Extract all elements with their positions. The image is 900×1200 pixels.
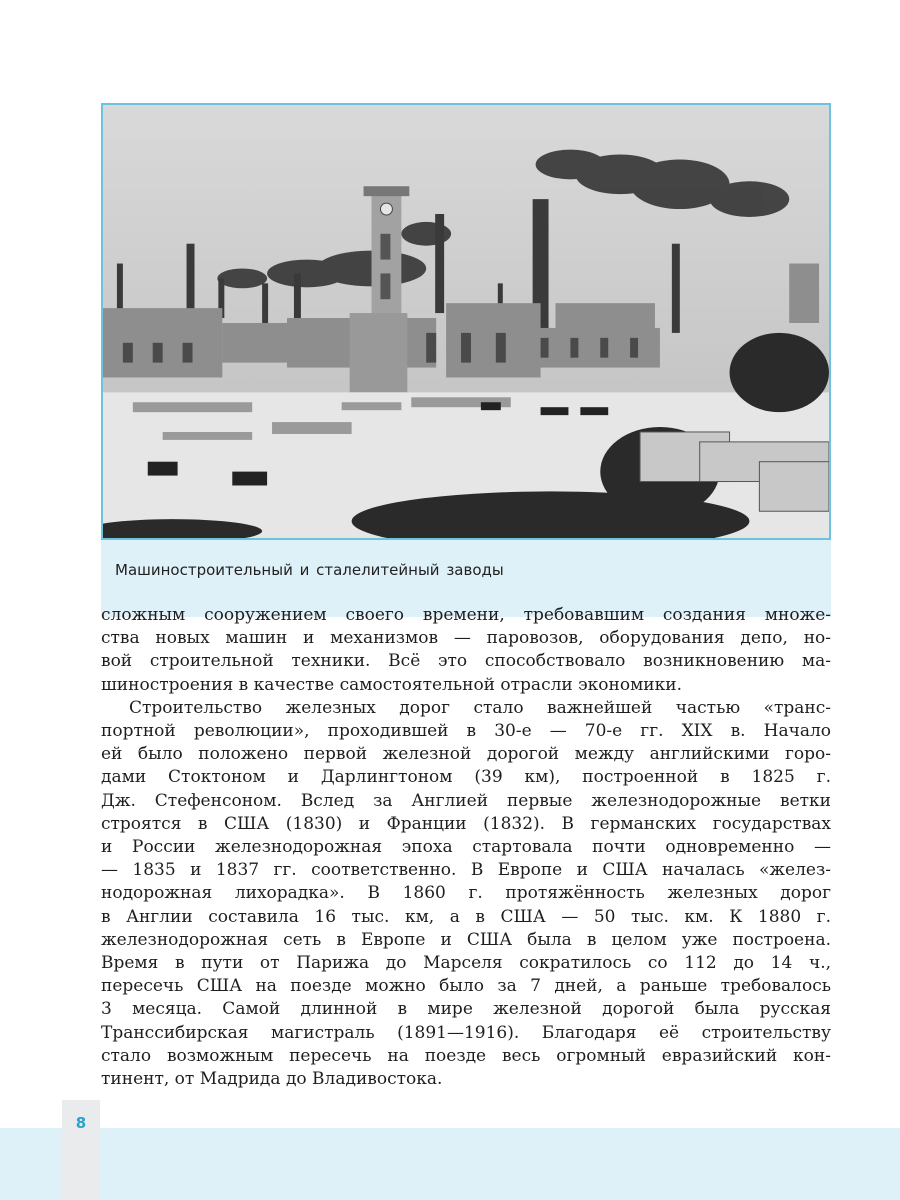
text-line: нодорожная лихорадка». В 1860 г. протяжённость железных дорог	[101, 883, 831, 904]
text-line: 3 месяца. Самой длинной в мире железной дорогой была русская	[101, 999, 831, 1020]
text-line: строятся в США (1830) и Франции (1832). В германских государствах	[101, 813, 831, 834]
page-number: 8	[75, 1114, 87, 1132]
text-line: сложным сооружением своего времени, требовавшим создания множе-	[101, 605, 831, 625]
text-line: пересечь США на поезде можно было за 7 дней, а раньше требовалось	[101, 976, 831, 997]
factory-illustration	[101, 103, 831, 540]
text-line: ей было положено первой железной дорогой между английскими горо-	[101, 744, 831, 765]
text-line: шиностроения в качестве самостоятельной отрасли экономики.	[101, 674, 682, 695]
text-line: в Англии составила 16 тыс. км, а в США — 50 тыс. км. К 1880 г.	[101, 906, 831, 927]
body-text	[101, 604, 831, 1091]
text-line: вой строительной техники. Всё это способствовало возникновению ма-	[101, 651, 831, 672]
text-line: — 1835 и 1837 гг. соответственно. В Европе и США началась «желез-	[101, 860, 831, 881]
text-line: тинент, от Мадрида до Владивостока.	[101, 1069, 443, 1090]
text-line: и России железнодорожная эпоха стартовала почти одновременно —	[101, 837, 831, 858]
text-line: портной революции», проходившей в 30-е — 70-е гг. XIX в. Начало	[101, 721, 831, 742]
page-number-tab	[62, 1100, 100, 1200]
text-line: Время в пути от Парижа до Марселя сократилось со 112 до 14 ч.,	[101, 953, 831, 974]
text-line: стало возможным пересечь на поезде весь огромный евразийский кон-	[101, 1045, 831, 1066]
text-line: Строительство железных дорог стало важнейшей частью «транс-	[129, 697, 831, 718]
text-line: ства новых машин и механизмов — паровозов, оборудования депо, но-	[101, 628, 831, 649]
text-line: Дж. Стефенсоном. Вслед за Англией первые железнодорожные ветки	[101, 790, 831, 811]
factory-engraving	[103, 105, 829, 538]
text-line: Транссибирская магистраль (1891—1916). Благодаря её строительству	[101, 1022, 831, 1043]
footer-band	[0, 1128, 900, 1200]
figure-caption: Машиностроительный и сталелитейный заводы	[115, 561, 504, 579]
text-line: дами Стоктоном и Дарлингтоном (39 км), построенной в 1825 г.	[101, 767, 831, 788]
text-line: железнодорожная сеть в Европе и США была в целом уже построена.	[101, 929, 831, 950]
